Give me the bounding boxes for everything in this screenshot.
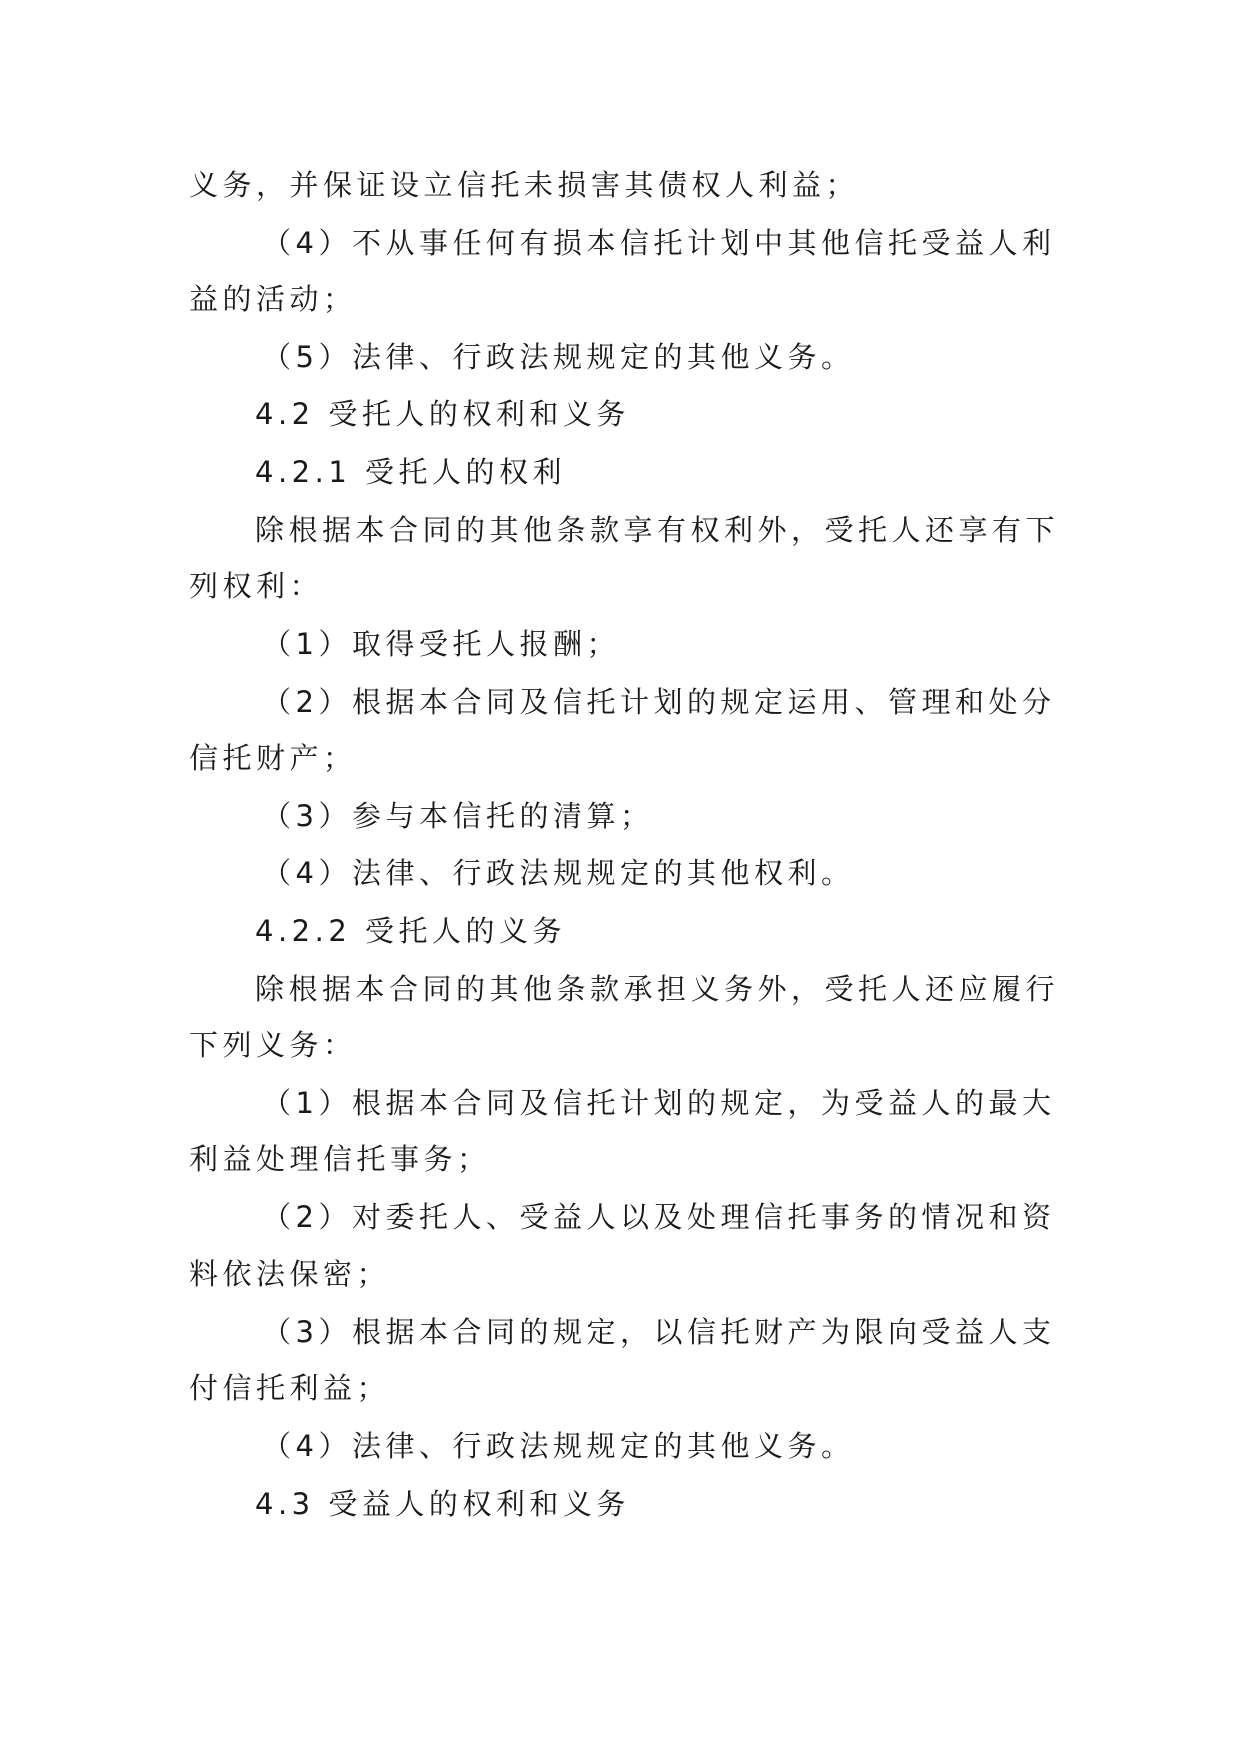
paragraph-line: 除根据本合同的其他条款享有权利外，受托人还享有下 [255,513,1060,547]
text-line: 益的活动； [189,282,357,316]
list-item: （2）根据本合同及信托计划的规定运用、管理和处分 [262,685,1056,719]
list-item: （4）法律、行政法规规定的其他权利。 [262,856,855,890]
section-heading: 4.2 受托人的权利和义务 [255,397,630,431]
list-item: （1）取得受托人报酬； [262,627,620,661]
list-item: （3）参与本信托的清算； [262,799,654,833]
section-heading: 4.3 受益人的权利和义务 [255,1487,630,1521]
text-line: 列权利： [189,569,324,603]
subsection-heading: 4.2.1 受托人的权利 [255,455,567,489]
list-item: （4）不从事任何有损本信托计划中其他信托受益人利 [262,226,1056,260]
text-line: 信托财产； [189,741,357,775]
list-item: （1）根据本合同及信托计划的规定，为受益人的最大 [262,1086,1056,1120]
text-line: 利益处理信托事务； [189,1142,491,1176]
text-line: 下列义务： [189,1028,357,1062]
paragraph-line: 除根据本合同的其他条款承担义务外，受托人还应履行 [255,972,1060,1006]
list-item: （4）法律、行政法规规定的其他义务。 [262,1429,855,1463]
subsection-heading: 4.2.2 受托人的义务 [255,914,567,948]
text-line: 料依法保密； [189,1257,391,1291]
text-line: 付信托利益； [189,1371,391,1405]
list-item: （3）根据本合同的规定，以信托财产为限向受益人支 [262,1315,1056,1349]
text-line: 义务，并保证设立信托未损害其债权人利益； [189,168,860,202]
list-item: （5）法律、行政法规规定的其他义务。 [262,340,855,374]
list-item: （2）对委托人、受益人以及处理信托事务的情况和资 [262,1200,1056,1234]
